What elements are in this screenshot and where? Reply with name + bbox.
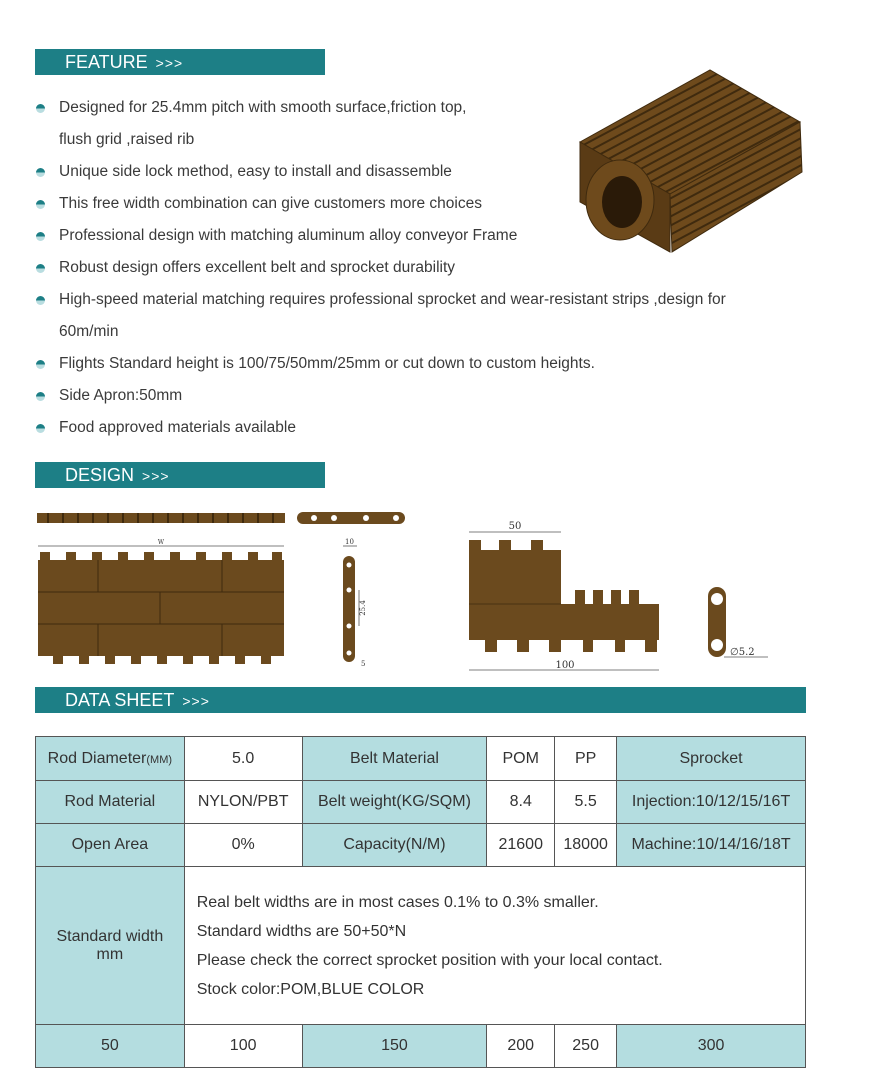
feature-section-header xyxy=(35,49,325,75)
table-cell: Belt Material xyxy=(302,737,487,781)
feature-arrows: >>> xyxy=(155,55,184,71)
feature-item: Side Apron:50mm xyxy=(36,380,796,412)
feature-item: High-speed material matching requires professional sprocket and wear-resistant strips ,design for xyxy=(36,284,796,316)
table-row xyxy=(36,781,806,824)
pitch-mid-label: 25.4 xyxy=(359,600,367,616)
feature-item: Designed for 25.4mm pitch with smooth surface,friction top, xyxy=(36,92,796,124)
table-cell: Open Area xyxy=(36,824,185,867)
datasheet-section-header xyxy=(35,687,806,713)
table-cell: Rod Diameter(MM) xyxy=(36,737,185,781)
datasheet-title: DATA SHEET xyxy=(65,690,175,710)
table-cell: NYLON/PBT xyxy=(184,781,302,824)
flight-length-label: 100 xyxy=(555,660,575,671)
feature-item: Robust design offers excellent belt and sprocket durability xyxy=(36,252,796,284)
bullet-icon xyxy=(36,168,45,177)
width-cell: 250 xyxy=(555,1025,617,1068)
width-cell: 50 xyxy=(36,1025,185,1068)
link-front-view xyxy=(335,538,375,668)
bullet-icon xyxy=(36,392,45,401)
table-row xyxy=(36,867,806,1025)
standard-width-notes: Real belt widths are in most cases 0.1% to 0.3% smaller. Standard widths are 50+50*N Please check the correct sprocket position with your local contact. Stock color:POM,BLUE COLOR xyxy=(184,867,805,1025)
bullet-icon xyxy=(36,264,45,273)
belt-side-profile xyxy=(37,512,285,524)
pitch-top-label: 10 xyxy=(345,538,354,546)
width-cell: 150 xyxy=(302,1025,487,1068)
feature-item-continuation: flush grid ,raised rib xyxy=(59,131,195,148)
flight-width-label: 50 xyxy=(508,521,522,532)
width-label: W xyxy=(157,539,165,546)
table-cell: POM xyxy=(487,737,555,781)
bullet-icon xyxy=(36,296,45,305)
flight-drawing xyxy=(465,518,665,676)
rod-hole-drawing xyxy=(700,585,775,665)
belt-top-view xyxy=(36,538,286,666)
design-title: DESIGN xyxy=(65,465,135,485)
bullet-icon xyxy=(36,232,45,241)
feature-item: Flights Standard height is 100/75/50mm/25mm or cut down to custom heights. xyxy=(36,348,796,380)
pitch-bottom-label: 5 xyxy=(361,660,366,668)
feature-item-continuation: 60m/min xyxy=(59,323,119,340)
feature-item: Unique side lock method, easy to install and disassemble xyxy=(36,156,796,188)
table-cell: Sprocket xyxy=(617,737,806,781)
datasheet-arrows: >>> xyxy=(182,693,210,709)
table-cell: Machine:10/14/16/18T xyxy=(617,824,806,867)
datasheet-table xyxy=(35,736,806,1068)
table-cell: Capacity(N/M) xyxy=(302,824,487,867)
bullet-icon xyxy=(36,104,45,113)
table-row xyxy=(36,1025,806,1068)
table-cell: Belt weight(KG/SQM) xyxy=(302,781,487,824)
bullet-icon xyxy=(36,200,45,209)
width-cell: 300 xyxy=(617,1025,806,1068)
table-cell: 0% xyxy=(184,824,302,867)
table-cell: 5.0 xyxy=(184,737,302,781)
link-side-view xyxy=(296,510,406,526)
feature-item: This free width combination can give customers more choices xyxy=(36,188,796,220)
bullet-icon xyxy=(36,424,45,433)
bullet-icon xyxy=(36,360,45,369)
design-section-header xyxy=(35,462,325,488)
table-cell: Rod Material xyxy=(36,781,185,824)
feature-item: Food approved materials available xyxy=(36,412,796,444)
table-cell: 18000 xyxy=(555,824,617,867)
table-cell: PP xyxy=(555,737,617,781)
design-arrows: >>> xyxy=(142,468,170,484)
table-row xyxy=(36,737,806,781)
table-cell: 21600 xyxy=(487,824,555,867)
table-cell: Injection:10/12/15/16T xyxy=(617,781,806,824)
belt-3d-illustration xyxy=(550,62,810,262)
width-cell: 200 xyxy=(487,1025,555,1068)
rod-diameter-label: ∅5.2 xyxy=(730,647,755,658)
feature-item: Professional design with matching aluminum alloy conveyor Frame xyxy=(36,220,796,252)
table-cell: 5.5 xyxy=(555,781,617,824)
table-cell: 8.4 xyxy=(487,781,555,824)
standard-width-label: Standard width mm xyxy=(36,867,185,1025)
width-cell: 100 xyxy=(184,1025,302,1068)
table-row xyxy=(36,824,806,867)
feature-title: FEATURE xyxy=(65,52,148,72)
